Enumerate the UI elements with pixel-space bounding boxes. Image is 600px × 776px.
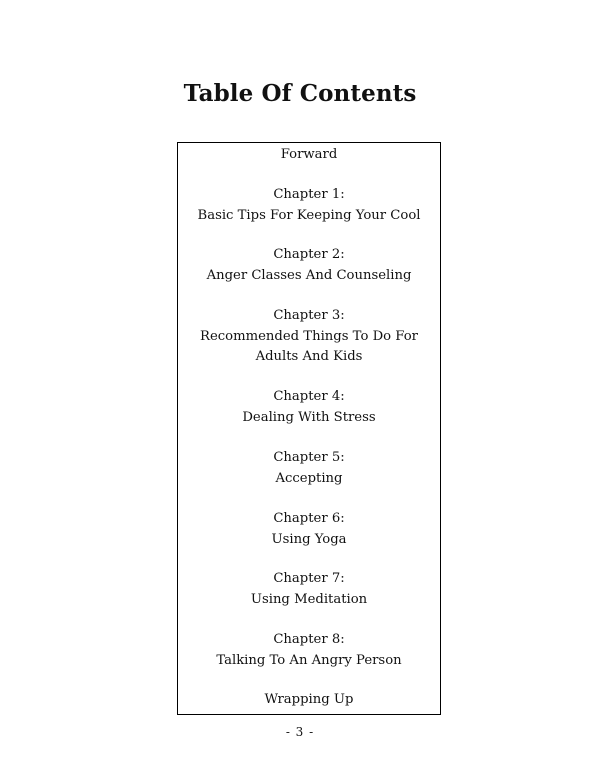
chapter-title: Basic Tips For Keeping Your Cool [197,207,421,223]
chapter-title: Using Meditation [250,591,368,607]
page-number: - 3 - [285,725,315,739]
chapter-number: Chapter 4: [273,389,345,404]
chapter-number: Chapter 3: [273,308,345,323]
toc-entry-chapter-6 [178,509,440,550]
chapter-number: Chapter 8: [273,632,345,647]
chapter-title: Recommended Things To Do For Adults And Kids [200,328,418,364]
chapter-number: Chapter 1: [273,187,345,202]
chapter-title: Accepting [275,470,343,486]
chapter-number: Chapter 5: [273,450,345,465]
toc-entry-forward [178,145,440,166]
toc-entry-chapter-2 [178,245,440,286]
chapter-title: Talking To An Angry Person [216,652,402,668]
table-of-contents [177,142,441,715]
chapter-number: Chapter 6: [273,511,345,526]
toc-entry-chapter-8 [178,630,440,671]
toc-entry-label: Forward [280,147,338,162]
toc-entry-chapter-4 [178,387,440,428]
chapter-number: Chapter 7: [273,571,345,586]
page-title: Table Of Contents [183,80,417,107]
toc-entry-chapter-3 [178,306,440,368]
toc-entry-chapter-7 [178,569,440,610]
chapter-title: Anger Classes And Counseling [206,267,412,283]
toc-entry-wrapping-up [178,690,440,711]
toc-entry-label: Wrapping Up [264,692,354,707]
toc-entry-chapter-1 [178,185,440,226]
toc-entry-chapter-5 [178,448,440,489]
chapter-title: Using Yoga [271,531,347,547]
chapter-number: Chapter 2: [273,247,345,262]
chapter-title: Dealing With Stress [242,409,376,425]
